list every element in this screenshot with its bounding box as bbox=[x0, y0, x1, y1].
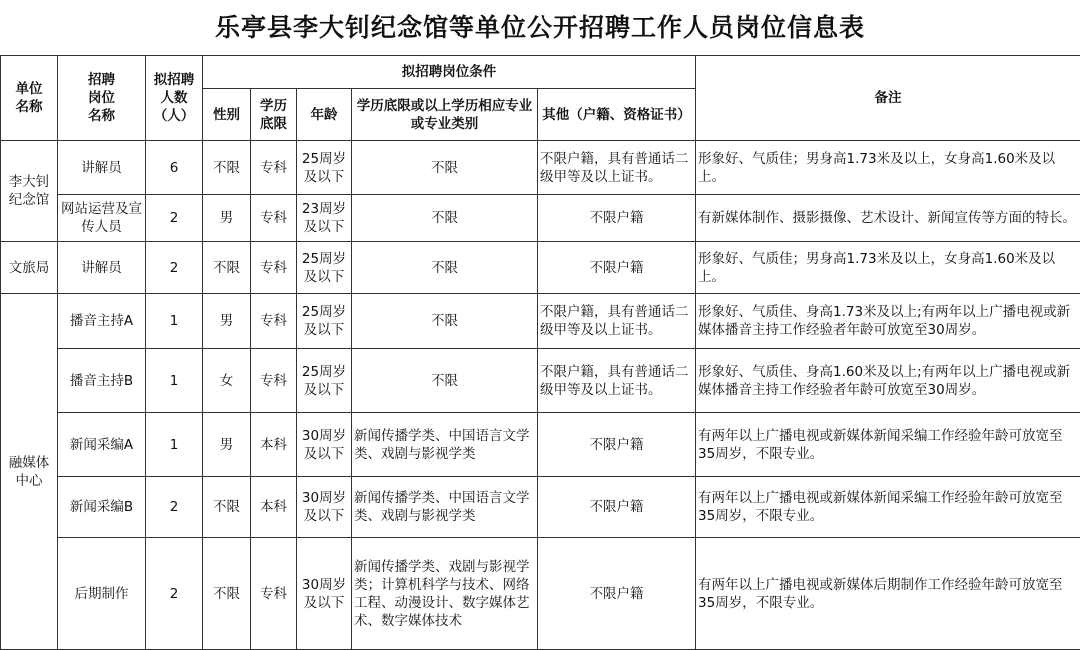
gender-cell: 不限 bbox=[203, 242, 251, 294]
major-cell: 不限 bbox=[352, 141, 538, 195]
age-cell: 25周岁及以下 bbox=[297, 349, 352, 413]
remarks-cell: 形象好、气质佳、身高1.73米及以上;有两年以上广播电视或新媒体播音主持工作经验者年龄可放宽至30周岁。 bbox=[696, 294, 1080, 349]
education-cell: 本科 bbox=[251, 413, 297, 477]
position-cell: 讲解员 bbox=[58, 141, 146, 195]
header-remarks: 备注 bbox=[696, 56, 1080, 141]
unit-cell: 融媒体中心 bbox=[1, 294, 58, 650]
count-cell: 6 bbox=[146, 141, 203, 195]
table-row bbox=[1, 195, 1080, 242]
remarks-cell: 有新媒体制作、摄影摄像、艺术设计、新闻宣传等方面的特长。 bbox=[696, 195, 1080, 242]
major-cell: 不限 bbox=[352, 195, 538, 242]
table-row bbox=[1, 538, 1080, 650]
major-cell: 不限 bbox=[352, 242, 538, 294]
job-table bbox=[0, 55, 1080, 650]
other-cell: 不限户籍 bbox=[538, 195, 696, 242]
remarks-cell: 有两年以上广播电视或新媒体新闻采编工作经验年龄可放宽至35周岁，不限专业。 bbox=[696, 477, 1080, 538]
count-cell: 2 bbox=[146, 538, 203, 650]
remarks-cell: 形象好、气质佳；男身高1.73米及以上，女身高1.60米及以上。 bbox=[696, 242, 1080, 294]
other-cell: 不限户籍，具有普通话二级甲等及以上证书。 bbox=[538, 294, 696, 349]
table-row bbox=[1, 477, 1080, 538]
header-conditions: 拟招聘岗位条件 bbox=[203, 56, 696, 89]
count-cell: 2 bbox=[146, 477, 203, 538]
count-cell: 1 bbox=[146, 413, 203, 477]
other-cell: 不限户籍，具有普通话二级甲等及以上证书。 bbox=[538, 349, 696, 413]
count-cell: 2 bbox=[146, 242, 203, 294]
other-cell: 不限户籍 bbox=[538, 413, 696, 477]
age-cell: 30周岁及以下 bbox=[297, 413, 352, 477]
table-row bbox=[1, 349, 1080, 413]
age-cell: 23周岁及以下 bbox=[297, 195, 352, 242]
position-cell: 播音主持A bbox=[58, 294, 146, 349]
remarks-cell: 有两年以上广播电视或新媒体后期制作工作经验年龄可放宽至35周岁，不限专业。 bbox=[696, 538, 1080, 650]
unit-cell: 文旅局 bbox=[1, 242, 58, 294]
education-cell: 专科 bbox=[251, 195, 297, 242]
education-cell: 专科 bbox=[251, 349, 297, 413]
remarks-cell: 形象好、气质佳；男身高1.73米及以上，女身高1.60米及以上。 bbox=[696, 141, 1080, 195]
position-cell: 后期制作 bbox=[58, 538, 146, 650]
position-cell: 新闻采编B bbox=[58, 477, 146, 538]
age-cell: 30周岁及以下 bbox=[297, 477, 352, 538]
education-cell: 专科 bbox=[251, 242, 297, 294]
header-gender: 性别 bbox=[203, 89, 251, 141]
count-cell: 2 bbox=[146, 195, 203, 242]
header-position: 招聘岗位名称 bbox=[58, 56, 146, 141]
other-cell: 不限户籍，具有普通话二级甲等及以上证书。 bbox=[538, 141, 696, 195]
gender-cell: 男 bbox=[203, 413, 251, 477]
header-age: 年龄 bbox=[297, 89, 352, 141]
position-cell: 新闻采编A bbox=[58, 413, 146, 477]
position-cell: 网站运营及宣传人员 bbox=[58, 195, 146, 242]
education-cell: 专科 bbox=[251, 538, 297, 650]
gender-cell: 不限 bbox=[203, 538, 251, 650]
gender-cell: 不限 bbox=[203, 141, 251, 195]
position-cell: 讲解员 bbox=[58, 242, 146, 294]
header-other: 其他（户籍、资格证书） bbox=[538, 89, 696, 141]
major-cell: 新闻传播学类、中国语言文学类、戏剧与影视学类 bbox=[352, 477, 538, 538]
header-major: 学历底限或以上学历相应专业或专业类别 bbox=[352, 89, 538, 141]
table-row bbox=[1, 294, 1080, 349]
major-cell: 不限 bbox=[352, 294, 538, 349]
page-title: 乐亭县李大钊纪念馆等单位公开招聘工作人员岗位信息表 bbox=[0, 0, 1080, 55]
other-cell: 不限户籍 bbox=[538, 538, 696, 650]
unit-cell: 李大钊纪念馆 bbox=[1, 141, 58, 242]
major-cell: 不限 bbox=[352, 349, 538, 413]
education-cell: 本科 bbox=[251, 477, 297, 538]
remarks-cell: 有两年以上广播电视或新媒体新闻采编工作经验年龄可放宽至35周岁，不限专业。 bbox=[696, 413, 1080, 477]
header-count: 拟招聘人数（人） bbox=[146, 56, 203, 141]
education-cell: 专科 bbox=[251, 294, 297, 349]
age-cell: 25周岁及以下 bbox=[297, 294, 352, 349]
table-row bbox=[1, 141, 1080, 195]
table-row bbox=[1, 413, 1080, 477]
gender-cell: 女 bbox=[203, 349, 251, 413]
count-cell: 1 bbox=[146, 349, 203, 413]
other-cell: 不限户籍 bbox=[538, 242, 696, 294]
age-cell: 30周岁及以下 bbox=[297, 538, 352, 650]
other-cell: 不限户籍 bbox=[538, 477, 696, 538]
major-cell: 新闻传播学类、戏剧与影视学类；计算机科学与技术、网络工程、动漫设计、数字媒体艺术、数字媒体技术 bbox=[352, 538, 538, 650]
header-unit: 单位名称 bbox=[1, 56, 58, 141]
gender-cell: 男 bbox=[203, 195, 251, 242]
header-education: 学历底限 bbox=[251, 89, 297, 141]
gender-cell: 男 bbox=[203, 294, 251, 349]
position-cell: 播音主持B bbox=[58, 349, 146, 413]
remarks-cell: 形象好、气质佳、身高1.60米及以上;有两年以上广播电视或新媒体播音主持工作经验者年龄可放宽至30周岁。 bbox=[696, 349, 1080, 413]
major-cell: 新闻传播学类、中国语言文学类、戏剧与影视学类 bbox=[352, 413, 538, 477]
age-cell: 25周岁及以下 bbox=[297, 242, 352, 294]
age-cell: 25周岁及以下 bbox=[297, 141, 352, 195]
table-row bbox=[1, 242, 1080, 294]
gender-cell: 不限 bbox=[203, 477, 251, 538]
count-cell: 1 bbox=[146, 294, 203, 349]
education-cell: 专科 bbox=[251, 141, 297, 195]
